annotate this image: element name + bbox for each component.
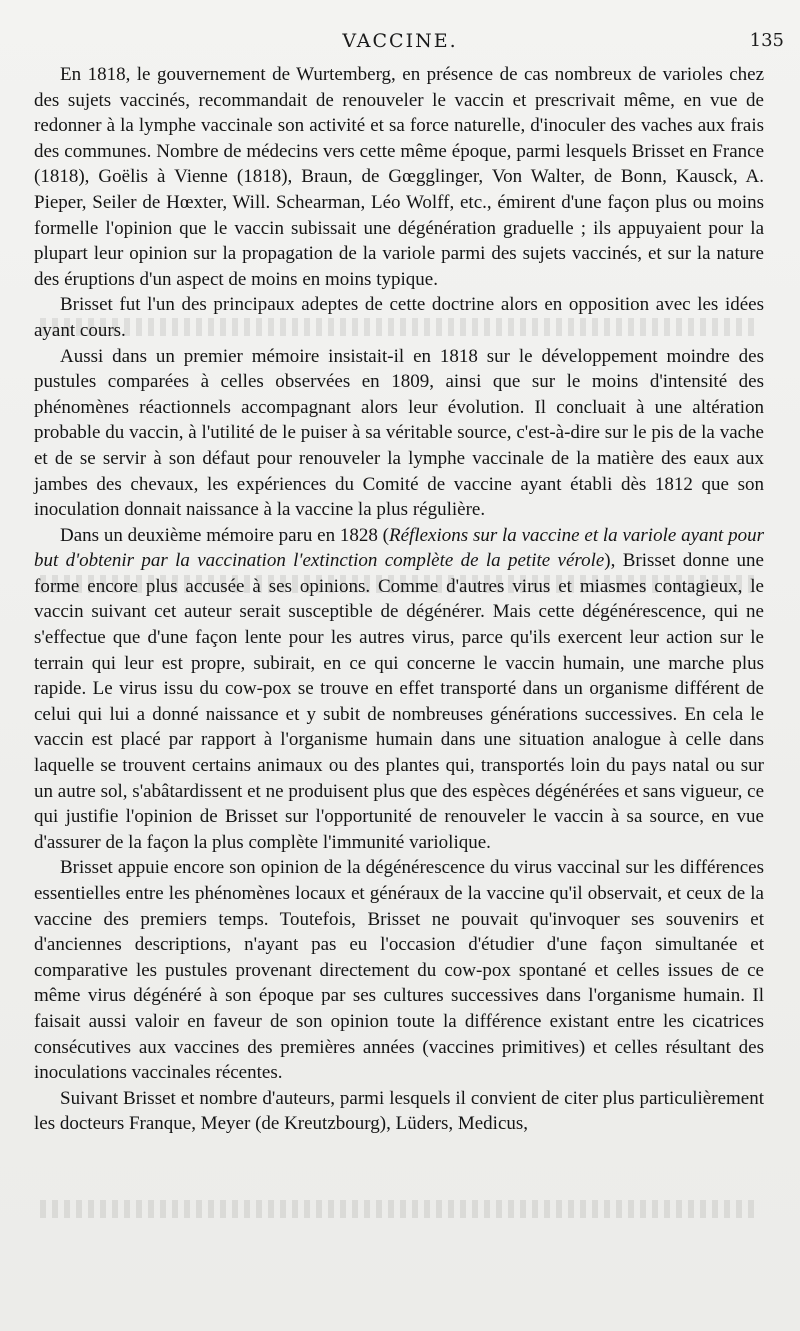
show-through [40,1200,760,1218]
book-title-italic: Réflexions sur la vaccine et la variole ayant pour but d'obtenir par la vaccination l'extinction complète de la petite vérole [34,524,764,572]
paragraph-2: Brisset fut l'un des principaux adeptes de cette doctrine alors en opposition avec les idées ayant cours. [34,294,764,341]
page-header [0,26,800,56]
paragraph-4 [34,523,764,856]
paragraph-4-lead: Dans un deuxième mémoire paru en 1828 ( [60,524,390,546]
paragraph-6: Suivant Brisset et nombre d'auteurs, parmi lesquels il convient de citer plus particulièrement les docteurs Franque, Meyer (de Kreutzbourg), Lüders, Medicus, [34,1087,764,1135]
running-title: VACCINE. [342,30,458,52]
page-number: 135 [749,30,784,51]
body-text [34,62,764,1137]
paragraph-3: Aussi dans un premier mémoire insistait-il en 1818 sur le développement moindre des pustules comparées à celles observées en 1809, ainsi que sur le moins d'intensité des phénomènes réactionnels accompagnant alors leur évolution. Il concluait à une altération probable du vaccin, à l'utilité de le puiser à sa véritable source, c'est-à-dire sur le pis de la vache et de se servir à son défaut pour renouveler la lymphe vaccinale de la matière des eaux aux jambes des chevaux, les expériences du Comité de vaccine ayant établi dès 1812 que son inoculation donnait naissance à la vaccine la plus régulière. [34,345,764,521]
paragraph-4-rest: ), Brisset donne une forme encore plus accusée à ses opinions. Comme d'autres virus et miasmes contagieux, le vaccin suivant cet auteur serait susceptible de dégénérer. Mais cette dégénérescence, qui ne s'effectue que d'une façon lente pour les autres virus, parce qu'ils exercent leur action sur le terrain qui leur est propre, subirait, en ce qui concerne le vaccin humain, une marche plus rapide. Le virus issu du cow-pox se trouve en effet transporté dans un organisme différent de celui qui lui a donné naissance et y subit de nombreuses générations successives. En cela le vaccin est placé par rapport à l'organisme humain dans une situation analogue à celle dans laquelle se trouvent certains animaux ou des plantes qui, transportés loin du pays natal ou sur un autre sol, s'abâtardissent et ne produisent plus que des espèces dégénérées et sans vigueur, ce qui justifie l'opinion de Brisset sur l'opportunité de renouveler le vaccin à sa source, en vue d'assurer de la façon la plus complète l'immunité variolique. [34,550,764,853]
paragraph-1: En 1818, le gouvernement de Wurtemberg, en présence de cas nombreux de varioles chez des sujets vaccinés, recommandait de renouveler le vaccin et prescrivait même, en vue de redonner à la lymphe vaccinale son activité et sa force naturelle, d'inoculer des vaches aux frais des communes. Nombre de médecins vers cette même époque, parmi lesquels Brisset en France (1818), Goëlis à Vienne (1818), Braun, de Gœgglinger, Von Walter, de Bonn, Kausck, A. Pieper, Seiler de Hœxter, Will. Schearman, Léo Wolff, etc., émirent d'une façon plus ou moins formelle l'opinion que le vaccin subissait une dégénération graduelle ; ils appuyaient pour la plupart leur opinion sur la propagation de la variole parmi des sujets vaccinés, et sur la nature des éruptions d'un aspect de moins en moins typique. [34,64,764,290]
paragraph-5: Brisset appuie encore son opinion de la dégénérescence du virus vaccinal sur les différences essentielles entre les phénomènes locaux et généraux de la vaccine qu'il observait, et ceux de la vaccine des premiers temps. Toutefois, Brisset ne pouvait qu'invoquer ses souvenirs et d'anciennes descriptions, n'ayant pas eu l'occasion d'étudier d'une façon simultanée et comparative les pustules provenant directement du cow-pox spontané et celles issues de ce même virus dégénéré à son époque par ses cultures successives dans l'organisme humain. Il faisait aussi valoir en faveur de son opinion toute la différence existant entre les cicatrices consécutives aux vaccines des premières années (vaccines primitives) et celles résultant des inoculations vaccinales récentes. [34,857,764,1084]
